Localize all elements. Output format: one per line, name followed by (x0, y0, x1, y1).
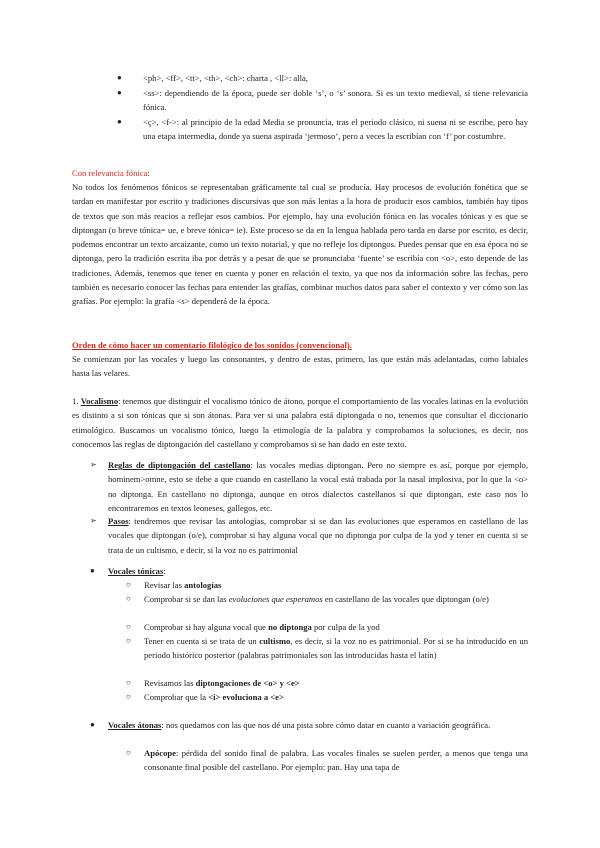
item-text: en castellano de las vocales que diptongan (o/e) (322, 594, 489, 604)
arrow-bullet-icon: ➢ (90, 460, 97, 469)
paragraph-order: Se comienzan por las vocales y luego las consonantes, y dentro de estas, primero, las que están más adelantadas, como labiales hasta las velares. (72, 354, 528, 379)
section-heading-order: Orden de cómo hacer un comentario filológico de los sonidos (convencional). (72, 340, 352, 350)
circle-bullet-icon: ○ (126, 580, 131, 589)
arrow-item-label: Pasos (108, 516, 129, 526)
apocope-label: Apócope (144, 748, 176, 758)
item-text: Comprobar si se dan las (144, 594, 229, 604)
item-text: por culpa de la yod (311, 622, 380, 632)
section-number: 1. (72, 396, 81, 406)
paragraph-phonic: No todos los fenómenos fónicos se representaban gráficamente tal cual se producía. Hay procesos de evolución fonética que se tardan en manifestar por escrito y tradiciones discursivas que son más lentas a la hora de producir esos cambios, también hay tipos de textos que son más reacios a reflejar esos cambios. Por ejemplo, hay una evolución fónica en las vocales tónicas y es que se diptongan (o breve tónica= ue, e breve tónica= ie). Este proceso se da en la lengua hablada pero tarda en darse por escrito, es decir, podemos encontrar un texto arcaizante, como un texto notarial, y que no refleje los diptongos. Puedes pensar que en esa época no se diptonga, pero la tradición escrita iba por detrás y a pesar de que se pronunciaba ‘fuente’ se escribía con <o>, esto depende de las tradiciones. Además, tenemos que tener en cuenta y poner en relación el texto, ya que nos da información sobre las fechas, pero también es necesario conocer las fechas para entender las grafías, combinar muchos datos para saber el contexto y ver cómo son las grafías. Por ejemplo: la grafía <s> dependerá de la época. (72, 182, 528, 307)
arrow-item-label: Reglas de diptongación del castellano (108, 460, 251, 470)
bullet-icon: ● (117, 88, 122, 97)
sublist-item (144, 592, 528, 606)
vocalismo-label: Vocalismo (80, 396, 119, 406)
bullet-icon: ● (90, 566, 95, 575)
tonicas-colon: : (163, 566, 166, 576)
sublist-item (144, 578, 528, 592)
arrow-list-item (108, 514, 528, 557)
item-text: Revisamos las (144, 678, 196, 688)
circle-bullet-icon: ○ (126, 636, 131, 645)
item-text: Revisar las (144, 580, 185, 590)
list-item: <ss>: dependiendo de la época, puede ser doble ‘s’, o ‘s’ sonora. Si es un texto medieval, sí tiene relevancia fónica. (143, 88, 528, 113)
item-bold-text: <i> evoluciona a <e> (208, 692, 284, 702)
atonas-label: Vocales átonas (108, 720, 162, 730)
atonas-text: : nos quedamos con las que nos dé una pista sobre cómo datar en cuanto a variación geográfica. (161, 720, 491, 730)
apocope-item (144, 746, 528, 775)
item-bold-text: cultismo (259, 636, 291, 646)
list-item: <ph>, <ff>, <tt>, <th>, <ch>: charta , <ll>: alla, (143, 73, 308, 83)
tonicas-heading (108, 564, 528, 578)
sublist-item (144, 620, 528, 634)
circle-bullet-icon: ○ (126, 678, 131, 687)
paragraph-vocalismo (72, 394, 528, 451)
bullet-icon: ● (117, 73, 122, 82)
arrow-bullet-icon: ➢ (90, 516, 97, 525)
tonicas-label: Vocales tónicas (108, 566, 164, 576)
item-text: Tener en cuenta si se trata de un (144, 636, 260, 646)
atonas-item (108, 718, 528, 732)
arrow-item-text: : tendremos que revisar las antologías, comprobar si se dan las evoluciones que esperamos en castellano de las vocales que diptongan (o/e), comprobar si hay alguna vocal que no diptonga por culpa de la yod y tener en cuenta si se trata de un cultismo, e decir, si la voz no es patrimonial (108, 516, 528, 555)
section-heading-phonic: Con relevancia fónica: (72, 168, 150, 178)
list-item: <ç>, <f->: al principio de la edad Media se pronuncia, tras el periodo clásico, ni suena ni se escribe, pero hay una etapa intermedia, donde ya suena aspirada ‘jermoso’, pero a veces la escribían con ‘f’ por costumbre. (143, 117, 528, 142)
vocalismo-text: : tenemos que distinguir el vocalismo tónico de átono, porque el comportamiento de las vocales latinas en la evolución es distinto a si son tónicas que si son átonas. Para ver si una palabra está diptongada o no, tenemos que consultar el diccionario etimológico. Buscamos un vocalismo tónico, luego la etimología de la palabra y comprobamos la soluciones, es decir, nos conocemos las reglas de diptongación del castellano y comprobamos si se han dado en este texto. (72, 396, 529, 449)
arrow-item-text: : las vocales medias diptongan. Pero no siempre es así, porque por ejemplo, hominem>omne, esto se debe a que cuando en castellano la vocal está trabada por la nasal implosiva, por lo que la <o> no diptonga. En castellano no diptonga, aunque en otros dialectos castellanos sí que diptongan, este caso nos lo encontraremos en textos leoneses, gallegos, etc. (108, 460, 528, 513)
circle-bullet-icon: ○ (126, 692, 131, 701)
circle-bullet-icon: ○ (126, 622, 131, 631)
item-text: Comprobar si hay alguna vocal que (144, 622, 269, 632)
item-text: Comprobar que la (144, 692, 209, 702)
sublist-item (144, 676, 528, 690)
item-bold-text: diptongaciones de <o> y <e> (195, 678, 300, 688)
sublist-item (144, 690, 528, 704)
apocope-text: : pérdida del sonido final de palabra. Las vocales finales se suelen perder, a menos que tenga una consonante final posible del castellano. Por ejemplo: pan. Hay una tapa de (144, 748, 528, 773)
item-text: , es decir, si la voz no es patrimonial. Por si se ha introducido en un periodo histórico posterior (palabras patrimoniales son las introducidas hasta el latín) (144, 636, 528, 661)
bullet-icon: ● (90, 720, 95, 729)
circle-bullet-icon: ○ (126, 594, 131, 603)
item-bold-text: no diptonga (268, 622, 312, 632)
bullet-icon: ● (117, 117, 122, 126)
item-italic-text: evoluciones que esperamos (228, 594, 323, 604)
sublist-item (144, 634, 528, 663)
arrow-list-item (108, 458, 528, 515)
item-bold-text: antologías (184, 580, 222, 590)
circle-bullet-icon: ○ (126, 748, 131, 757)
